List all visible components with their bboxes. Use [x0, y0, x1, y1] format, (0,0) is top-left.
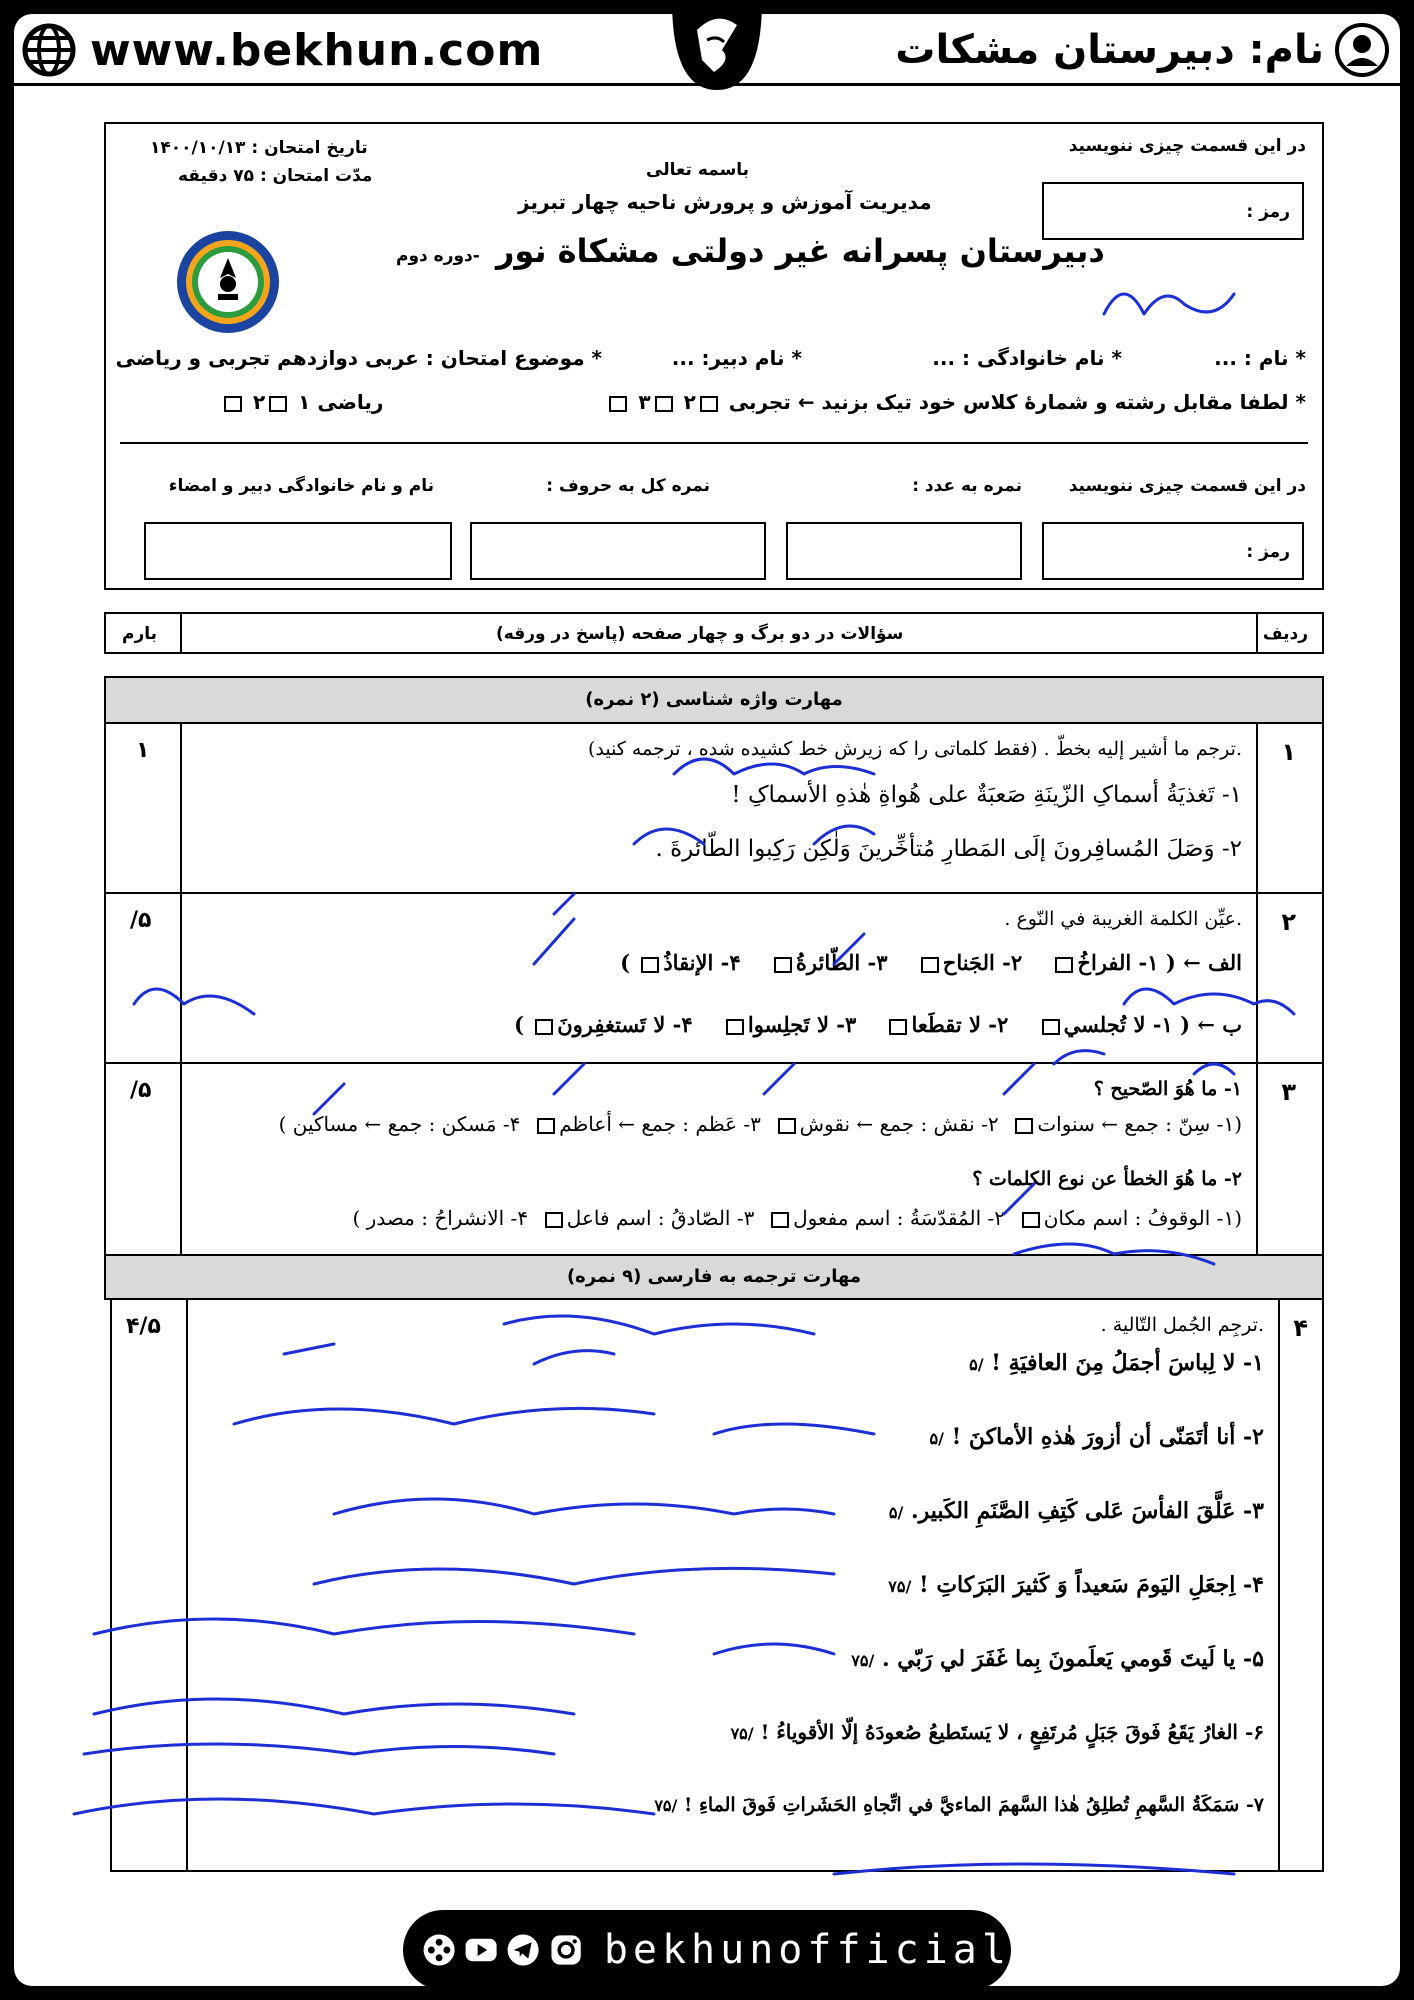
exam-duration: مدّت امتحان : ۷۵ دقیقه: [178, 166, 373, 186]
option-label: ۲- الجَناح: [942, 950, 1023, 975]
questions-table-header: [104, 612, 1324, 654]
sentence-score: /۵: [969, 1355, 984, 1374]
option-checkbox[interactable]: [778, 1118, 796, 1134]
option-label: ۳- الطّائرةُ: [795, 950, 888, 975]
sentence: [889, 1498, 1264, 1524]
subject-field: * موضوع امتحان : عربی دوازدهم تجربی و ریاضی: [115, 346, 602, 370]
question-4: [110, 1298, 1324, 1872]
question-number: ۳: [1281, 1078, 1296, 1106]
sentence-text: ۱- لا لِباسَ أجمَلُ مِنَ العافیَةِ !: [991, 1350, 1264, 1376]
option-checkbox[interactable]: [1015, 1118, 1033, 1134]
option-checkbox[interactable]: [771, 1212, 789, 1228]
school-emblem: [174, 228, 282, 336]
user-icon: [1334, 22, 1390, 78]
option-label: ۲- المُقدّسَةُ : اسم مفعول: [793, 1206, 1006, 1230]
checkbox-tajrobi-3[interactable]: [609, 396, 627, 412]
option-checkbox[interactable]: [537, 1118, 555, 1134]
footer-social[interactable]: [403, 1910, 1011, 1986]
top-bar: [14, 14, 1400, 86]
question-1: [104, 722, 1324, 894]
footer-handle: bekhunofficial: [603, 1927, 1011, 1973]
school-period: -دوره دوم: [396, 246, 480, 266]
option-label: (۱- سِنّ : جمع ← سنوات: [1037, 1112, 1242, 1136]
telegram-icon[interactable]: [505, 1929, 541, 1971]
option-prefix: الف ← (: [1165, 950, 1242, 975]
teacher-sign-box: [144, 522, 452, 580]
sentence-text: ۶- الغارُ یَقَعُ فَوقَ جَبَلٍ مُرتَفِعٍ ، لا یَستَطیعُ صُعودَهُ إلّا الأقویاءُ !: [760, 1720, 1264, 1744]
name-field: * نام : ...: [1214, 346, 1306, 370]
bismillah: باسمه تعالی: [646, 160, 750, 180]
teacher-sign-label: نام و نام خانوادگی دبیر و امضاء: [168, 476, 434, 496]
checkbox-tajrobi-2[interactable]: [655, 396, 673, 412]
option-label: ۲- نقش : جمع ← نقوش: [799, 1112, 999, 1136]
code-box-2: [1042, 522, 1304, 580]
score-words-label: نمره کل به حروف :: [546, 476, 710, 496]
question-2: [104, 892, 1324, 1064]
exam-page: [14, 14, 1400, 1986]
sentence-score: /۷۵: [730, 1724, 754, 1743]
checkbox-riazi-2[interactable]: [224, 396, 242, 412]
divider: [120, 442, 1308, 444]
exam-header: [104, 122, 1324, 590]
no-write-label: در این قسمت چیزی ننویسید: [1068, 136, 1306, 156]
score-number-label: نمره به عدد :: [912, 476, 1022, 496]
family-field: * نام خانوادگی : ...: [932, 346, 1122, 370]
question-score: ۴/۵: [126, 1314, 161, 1339]
question-score: ۱: [136, 738, 150, 763]
option-label: ۳- عَظم : جمع ← أعاظم: [559, 1112, 761, 1136]
option-label: ۴- لا تَستغفِرونَ: [557, 1012, 693, 1037]
option-label: ۱- الفراخُ: [1077, 950, 1159, 975]
score-column-label: بارم: [122, 624, 158, 644]
option-prefix: ب ← (: [1180, 1012, 1242, 1037]
options-part-1: [279, 1112, 1242, 1136]
code-label-2: رمز :: [1246, 542, 1290, 562]
website-text: www.bekhun.com: [90, 24, 544, 76]
globe-icon: [22, 23, 76, 77]
option-label: ۲: [683, 390, 696, 414]
checkbox-tajrobi-1[interactable]: [700, 396, 718, 412]
option-label: ۲: [252, 390, 266, 414]
user-name-text: نام: دبیرستان مشکات: [895, 27, 1324, 73]
youtube-icon[interactable]: [463, 1929, 499, 1971]
sentence-score: /۷۵: [888, 1577, 912, 1596]
bekhun-logo: [662, 14, 772, 100]
score-number-box: [786, 522, 1022, 580]
option-checkbox[interactable]: [1022, 1212, 1040, 1228]
question-score: /۵: [130, 908, 152, 933]
instagram-icon[interactable]: [548, 1929, 584, 1971]
sentence: [969, 1350, 1264, 1376]
sentence: [888, 1572, 1264, 1598]
riazi-label: ریاضی: [317, 390, 384, 414]
website-link[interactable]: [22, 20, 543, 80]
option-label: ۱- لا تُجلسي: [1063, 1012, 1173, 1037]
checkbox-riazi-1[interactable]: [269, 396, 287, 412]
option-checkbox[interactable]: [889, 1019, 907, 1035]
sentence-text: ۳- عَلَّقَ الفأسَ عَلی کَتِفِ الصَّنَمِ الکَبیر.: [910, 1498, 1264, 1524]
option-label: ۴- الانشراحُ : مصدر ): [352, 1206, 529, 1230]
option-checkbox[interactable]: [726, 1019, 744, 1035]
directorate: مدیریت آموزش و پرورش ناحیه چهار تبریز: [518, 190, 932, 214]
option-checkbox[interactable]: [641, 957, 659, 973]
question-instruction: .ترجم ما أشیر إلیه بخطّ . (فقط کلماتی را که زیرش خط کشیده شده ، ترجمه کنید): [587, 738, 1242, 760]
teacher-field: * نام دبیر: ...: [671, 346, 802, 370]
options-b: ب ← ( ۱- لا تُجلسي ۲- لا تقطَعا ۳- لا تَجلِسوا ۴- لا تَستغفِرونَ ): [513, 1012, 1242, 1037]
sentence-score: /۷۵: [654, 1796, 678, 1815]
question-number: ۴: [1293, 1314, 1308, 1342]
option-checkbox[interactable]: [774, 957, 792, 973]
option-label: ۳- لا تَجلِسوا: [747, 1012, 857, 1037]
sentence-text: ۴- اِجعَلِ الیَومَ سَعیداً وَ کَثیرَ البَرَکاتِ !: [919, 1572, 1264, 1598]
question-part-title: ۲- ما هُوَ الخطأ عن نوع الکلمات ؟: [972, 1168, 1242, 1190]
sentence-text: ۲- أنا أتَمَنّی أن أزورَ هٰذهِ الأماکنَ !: [951, 1424, 1264, 1450]
options-a: الف ← ( ۱- الفراخُ ۲- الجَناح ۳- الطّائرةُ ۴- الإنقاذُ ): [620, 950, 1242, 975]
section-translation: مهارت ترجمه به فارسی (۹ نمره): [104, 1254, 1324, 1300]
exam-date: تاریخ امتحان : ۱۴۰۰/۱۰/۱۳: [150, 138, 368, 158]
sentence: [851, 1646, 1264, 1672]
option-label: (۱- الوقوفُ : اسم مکان: [1043, 1206, 1242, 1230]
riazi-selector: [220, 390, 383, 414]
question-instruction: .ترجِم الجُمل التّالیة .: [1100, 1314, 1264, 1336]
option-checkbox[interactable]: [535, 1019, 553, 1035]
option-checkbox[interactable]: [921, 957, 939, 973]
question-line: ۲- وَصَلَ المُسافِرونَ إلَی المَطارِ مُتأخِّرینَ وَلٰکِن رَکِبوا الطّائرةَ .: [655, 836, 1242, 862]
sentence-text: ۷- سَمَکَةُ السَّهمِ تُطلِقُ هٰذا السَّهمَ الماءيَّ في اتِّجاهِ الحَشَراتِ فَوقَ الماءِ !: [683, 1794, 1264, 1816]
option-label: ۲- لا تقطَعا: [911, 1012, 1009, 1037]
school-name: دبیرستان پسرانه غیر دولتی مشکاة نور: [496, 232, 1105, 270]
no-write-label-2: در این قسمت چیزی ننویسید: [1068, 476, 1306, 496]
class-instruction: * لطفا مقابل رشته و شمارهٔ کلاس خود تیک بزنید ← تجربی: [728, 390, 1306, 414]
option-checkbox[interactable]: [1055, 957, 1073, 973]
option-label: ۳: [638, 390, 651, 414]
user-name-area: [895, 20, 1390, 80]
option-label: ۴- مَسکن : جمع ← مساکین ): [278, 1112, 521, 1136]
question-3: [104, 1062, 1324, 1256]
option-checkbox[interactable]: [545, 1212, 563, 1228]
score-words-box: [470, 522, 766, 580]
option-label: ۴- الإنقاذُ: [663, 950, 741, 975]
question-line: ۱- تَغذیَةُ أسماکِ الزّینَةِ صَعبَةٌ علی هُواةِ هٰذهِ الأسماکِ !: [731, 782, 1242, 808]
sentence-score: /۵: [888, 1503, 904, 1522]
row-column-label: ردیف: [1262, 624, 1308, 644]
sentence-score: /۷۵: [851, 1651, 875, 1670]
sentence-score: /۵: [929, 1429, 944, 1448]
section-vocabulary: مهارت واژه شناسی (۲ نمره): [104, 676, 1324, 724]
aparat-icon[interactable]: [421, 1929, 457, 1971]
sentence-text: ۵- یا لَیتَ قَومي یَعلَمونَ بِما غَفَرَ لي رَبّي .: [881, 1646, 1264, 1672]
question-number: ۱: [1281, 738, 1296, 766]
question-instruction: .عیِّن الکلمة الغریبة في النّوع .: [1004, 908, 1242, 930]
question-score: /۵: [130, 1078, 152, 1103]
question-number: ۲: [1281, 908, 1296, 936]
option-label: ۳- الصّادقُ : اسم فاعل: [566, 1206, 755, 1230]
sentence: [654, 1794, 1264, 1816]
question-part-title: ۱- ما هُوَ الصّحیح ؟: [1093, 1078, 1242, 1100]
questions-column-label: سؤالات در دو برگ و چهار صفحه (پاسخ در ورقه): [496, 624, 904, 644]
sentence: [731, 1720, 1264, 1744]
class-selector: [605, 390, 1306, 414]
sentence: [929, 1424, 1264, 1450]
code-label: رمز :: [1246, 202, 1290, 222]
options-part-2: [353, 1206, 1243, 1230]
option-label: ۱: [298, 390, 311, 414]
option-checkbox[interactable]: [1042, 1019, 1060, 1035]
